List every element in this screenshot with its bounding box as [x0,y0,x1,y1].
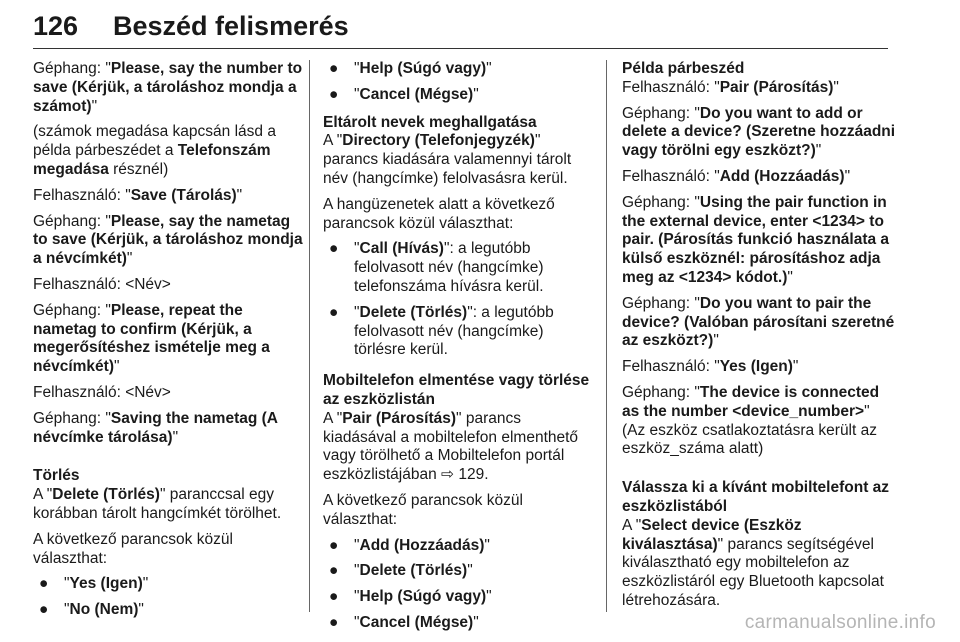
command-list [33,575,305,620]
paragraph: Géphang: "The device is connected as the number <device_number>" (Az eszköz csatlakoztatásra került az eszköz_száma alatt) [622,383,880,458]
section-heading: Mobiltelefon elmentése vagy törlése az eszközlistán [323,372,590,408]
paragraph: Felhasználó: "Pair (Párosítás)" [622,78,839,96]
section-heading: Eltárolt nevek meghallgatása [323,113,537,131]
page-title: Beszéd felismerés [113,11,349,41]
list-item: ● "Delete (Törlés)" [329,562,473,580]
paragraph: A "Delete (Törlés)" paranccsal egy korábban tárolt hangcímkét törölhet. [33,486,282,522]
paragraph: Felhasználó: "Yes (Igen)" [622,358,799,376]
list-item: ● "No (Nem)" [39,601,144,619]
paragraph: Felhasználó: <Név> [33,275,171,293]
paragraph: Géphang: "Do you want to add or delete a device? (Szeretne hozzáadni vagy törölni egy eszközt?)" [622,104,896,160]
column-divider-1 [309,60,310,612]
column-1 [33,60,305,627]
list-item: ● "Cancel (Mégse)" [329,613,479,631]
paragraph: A "Pair (Párosítás)" parancs kiadásával a mobiltelefon elmenthető vagy törölhető a Mobiltelefon portál eszközlistájában ⇨ 129. [323,409,579,484]
list-item: ● "Help (Súgó vagy)" [329,588,492,606]
paragraph: A "Select device (Eszköz kiválasztása)" parancs segítségével kiválasztható egy mobiltelefon az eszközlistáról egy Bluetooth kapcsolat létrehozására. [622,516,884,609]
list-item: ● "Call (Hívás)": a legutóbb felolvasott név (hangcímke) telefonszáma hívásra kerül. [329,240,544,295]
list-item: ● "Cancel (Mégse)" [329,85,479,103]
paragraph: A "Directory (Telefonjegyzék)" parancs kiadására valamennyi tárolt név (hangcímke) felolvasásra kerül. [323,132,572,187]
paragraph: Géphang: "Please, say the nametag to save (Kérjük, a tároláshoz mondja a névcímkét)" [33,212,303,268]
list-item: ● "Add (Hozzáadás)" [329,536,490,554]
section-heading: Válassza ki a kívánt mobiltelefont az eszközlistából [622,479,890,515]
paragraph: Géphang: "Using the pair function in the external device, enter <1234> to pair. (Párosítás funkció használata a külső eszköznél: párosításhoz adja meg az <1234> kódot.)" [622,193,890,286]
section-heading: Törlés [33,467,80,485]
paragraph: Géphang: "Do you want to pair the device? (Valóban párosítani szeretné az eszközt?)" [622,294,895,350]
column-2 [323,60,593,640]
paragraph: A hangüzenetek alatt a következő parancsok közül választhat: [323,195,555,232]
command-list [323,240,593,360]
paragraph: (számok megadása kapcsán lásd a példa párbeszédet a Telefonszám megadása résznél) [33,123,276,178]
page-number: 126 [33,11,79,41]
paragraph: A következő parancsok közül választhat: [33,530,233,567]
column-3 [622,60,896,618]
paragraph: Felhasználó: <Név> [33,383,171,401]
command-list [323,537,593,633]
command-list [323,60,593,105]
section-heading: Példa párbeszéd [622,60,745,77]
paragraph: Géphang: "Please, repeat the nametag to confirm (Kérjük, a megerősítéshez ismételje meg a névcímkét)" [33,301,270,376]
paragraph: Géphang: "Please, say the number to save (Kérjük, a tároláshoz mondja a számot)" [33,60,303,115]
list-item: ● "Yes (Igen)" [39,575,149,593]
watermark: carmanualsonline.info [744,612,936,633]
list-item: ● "Help (Súgó vagy)" [329,60,492,77]
list-item: ● "Delete (Törlés)": a legutóbb felolvasott név (hangcímke) törlésre kerül. [329,303,554,359]
paragraph: Felhasználó: "Add (Hozzáadás)" [622,167,851,185]
column-divider-2 [606,60,607,612]
paragraph: A következő parancsok közül választhat: [323,491,523,528]
page-header [33,8,888,49]
paragraph: Felhasználó: "Save (Tárolás)" [33,186,243,204]
paragraph: Géphang: "Saving the nametag (A névcímke tárolása)" [33,409,278,446]
